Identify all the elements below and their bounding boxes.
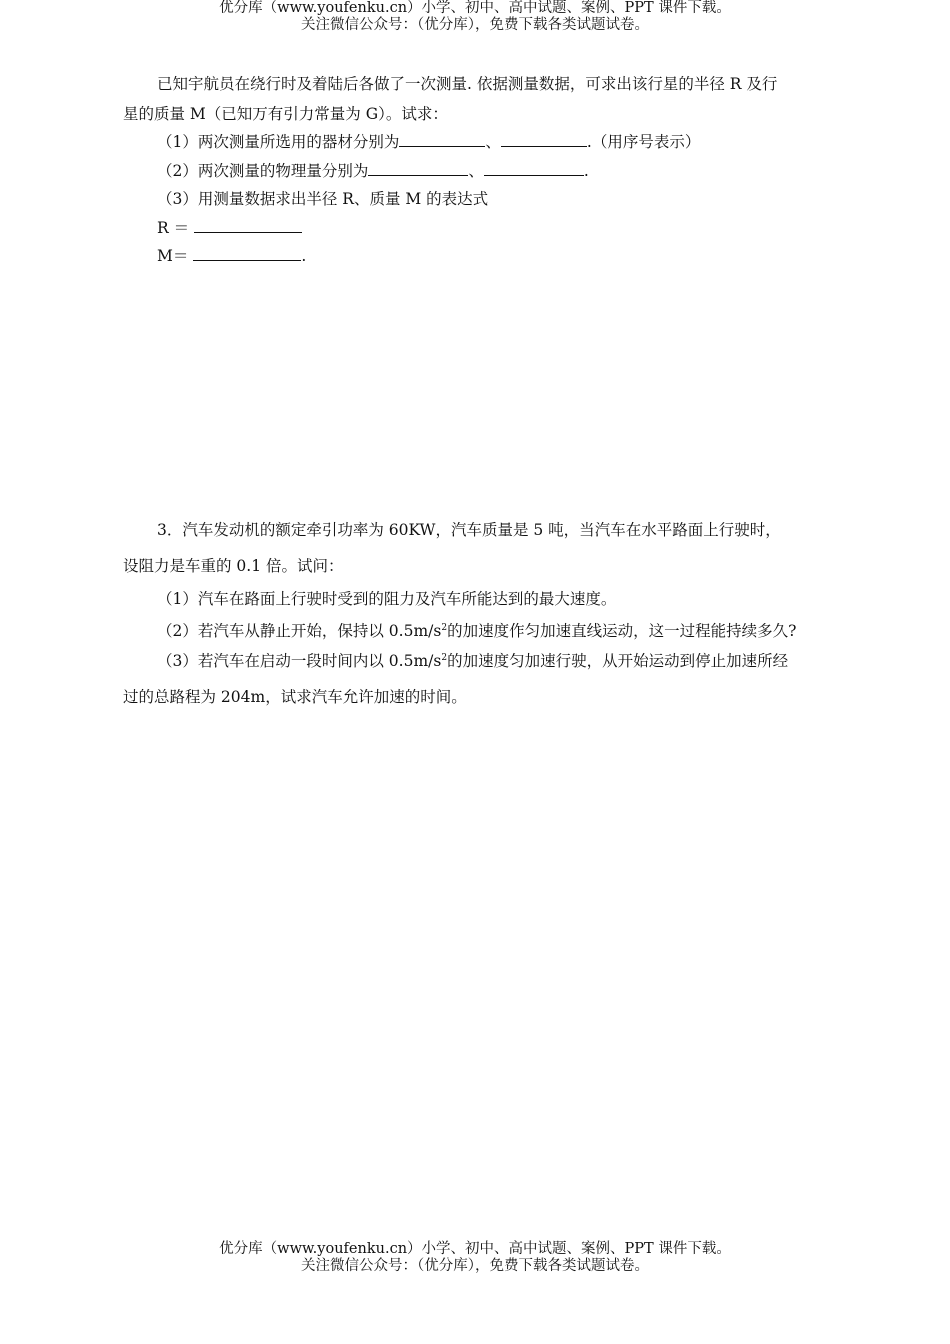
- answer-blank-equipment-2[interactable]: [501, 132, 587, 147]
- q2-part-2-text: （2）两次测量的物理量分别为: [157, 162, 369, 180]
- q3-part-3-exponent: 2: [441, 653, 448, 663]
- q3-part-3-pre: （3）若汽车在启动一段时间内以 0.5m/s: [157, 652, 442, 670]
- q3-part-2-post: 的加速度作匀加速直线运动，这一过程能持续多久?: [447, 622, 797, 640]
- q3-part-3-line-2: 过的总路程为 204m，试求汽车允许加速的时间。: [123, 688, 467, 706]
- q3-part-2-pre: （2）若汽车从静止开始，保持以 0.5m/s: [157, 622, 442, 640]
- q2-part-2-tail: .: [583, 162, 589, 180]
- footer-line-2: 关注微信公众号：（优分库），免费下载各类试题试卷。: [301, 1258, 649, 1274]
- mass-tail: .: [301, 247, 307, 265]
- radius-expression: [157, 218, 302, 238]
- footer-line-1: 优分库（www.youfenku.cn）小学、初中、高中试题、案例、PPT 课件下载。: [219, 1241, 731, 1257]
- q3-stem-line-2: 设阻力是车重的 0.1 倍。试问：: [123, 557, 344, 575]
- radius-label: R ＝: [157, 219, 190, 237]
- answer-blank-radius[interactable]: [194, 218, 302, 233]
- q2-intro-line-1: 已知宇航员在绕行时及着陆后各做了一次测量. 依据测量数据，可求出该行星的半径 R 及行: [157, 75, 778, 93]
- q2-part-2: [157, 161, 589, 181]
- answer-blank-quantity-2[interactable]: [484, 161, 584, 176]
- q2-part-2-separator: 、: [468, 162, 484, 180]
- q2-part-3: （3）用测量数据求出半径 R、质量 M 的表达式: [157, 190, 489, 208]
- q2-part-1: [157, 132, 700, 152]
- answer-blank-mass[interactable]: [193, 246, 301, 261]
- q3-stem-line-1: 3．汽车发动机的额定牵引功率为 60KW，汽车质量是 5 吨，当汽车在水平路面上行驶时，: [157, 521, 781, 539]
- q3-part-3: [157, 651, 788, 671]
- q3-part-2: [157, 621, 796, 641]
- q2-part-1-separator: 、: [485, 133, 501, 151]
- q2-part-1-tail: .（用序号表示）: [586, 133, 701, 151]
- page-footer: [0, 1241, 950, 1275]
- answer-blank-equipment-1[interactable]: [399, 132, 485, 147]
- q3-part-2-exponent: 2: [441, 623, 448, 633]
- q2-intro-line-2: 星的质量 M（已知万有引力常量为 G）。试求：: [123, 105, 448, 123]
- answer-blank-quantity-1[interactable]: [368, 161, 468, 176]
- header-line-2: 关注微信公众号：（优分库），免费下载各类试题试卷。: [301, 17, 649, 33]
- q3-part-1: （1）汽车在路面上行驶时受到的阻力及汽车所能达到的最大速度。: [157, 590, 617, 608]
- page-header: [0, 0, 950, 34]
- q3-part-3-post: 的加速度匀加速行驶，从开始运动到停止加速所经: [447, 652, 789, 670]
- q2-part-1-text: （1）两次测量所选用的器材分别为: [157, 133, 400, 151]
- mass-label: M＝: [157, 247, 189, 265]
- mass-expression: [157, 246, 306, 266]
- header-line-1: 优分库（www.youfenku.cn）小学、初中、高中试题、案例、PPT 课件下载。: [219, 0, 731, 16]
